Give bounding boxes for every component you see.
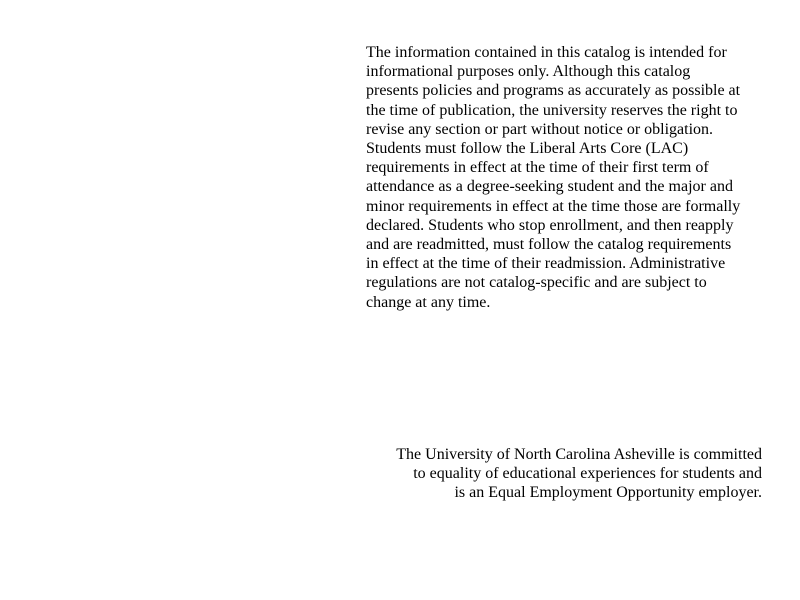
disclaimer-line: Students must follow the Liberal Arts Core (LAC) — [366, 140, 689, 158]
disclaimer-line: and are readmitted, must follow the catalog requirements — [366, 236, 732, 254]
disclaimer-line: attendance as a degree-seeking student and the major and — [366, 178, 733, 196]
eeo-line: is an Equal Employment Opportunity employer. — [454, 484, 762, 502]
eeo-line: to equality of educational experiences for students and — [413, 465, 762, 483]
disclaimer-line: informational purposes only. Although this catalog — [366, 63, 691, 81]
disclaimer-line: minor requirements in effect at the time those are formally — [366, 197, 741, 215]
disclaimer-line: revise any section or part without notice or obligation. — [366, 120, 714, 138]
disclaimer-line: in effect at the time of their readmission. Administrative — [366, 255, 726, 273]
equal-opportunity-statement — [370, 445, 762, 503]
eeo-line: The University of North Carolina Asheville is committed — [396, 446, 762, 463]
disclaimer-line: presents policies and programs as accurately as possible at — [366, 82, 741, 100]
disclaimer-line: requirements in effect at the time of their first term of — [366, 159, 709, 177]
catalog-disclaimer-paragraph — [366, 43, 776, 312]
disclaimer-line: change at any time. — [366, 293, 491, 311]
disclaimer-line: regulations are not catalog-specific and are subject to — [366, 274, 707, 292]
disclaimer-line: The information contained in this catalog is intended for — [366, 44, 727, 61]
disclaimer-line: the time of publication, the university reserves the right to — [366, 101, 738, 119]
disclaimer-line: declared. Students who stop enrollment, and then reapply — [366, 216, 734, 234]
